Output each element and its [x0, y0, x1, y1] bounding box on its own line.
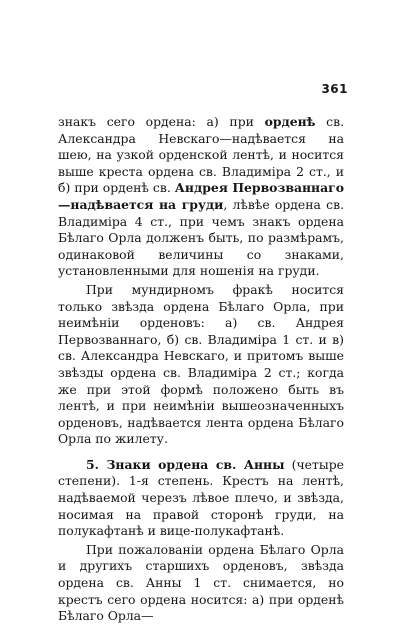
- paragraph-order-st-anne: [58, 457, 344, 540]
- paragraph-text: , лѣвѣе ордена св. Владиміра 4 ст., при чемъ знакъ ордена Бѣлаго Орла долженъ быть, по размѣрамъ, одинаковой величины со знаками, установленными для ношенія на груди.: [58, 196, 345, 279]
- paragraph-text: (четыре степени). 1-я степень. Крестъ на лентѣ, надѣваемой черезъ лѣвое плечо, и звѣзда, носимая на правой сторонѣ груди, на полукафтанѣ и вице-полукафтанѣ.: [58, 456, 344, 539]
- bold-text: орденѣ: [264, 114, 316, 129]
- paragraph-uniform-coat: При мундирномъ фракѣ носится только звѣзда ордена Бѣлаго Орла, при неимѣніи орденовъ: а) св. Андрея Первозваннаго, б) св. Владиміра 1 ст. и в) св. Александра Невскаго, и притомъ выше звѣзды ордена св. Владиміра 2 ст.; когда же при этой формѣ положено быть въ лентѣ, и при неимѣніи вышеозначенныхъ орденовъ, надѣвается лента ордена Бѣлаго Орла по жилету.: [58, 281, 344, 447]
- paragraph-text: знакъ сего ордена: а) при: [58, 114, 265, 129]
- section-heading: 5. Знаки ордена св. Анны: [86, 456, 285, 472]
- page-body-text: [58, 114, 344, 625]
- paragraph-bestowal: При пожалованіи ордена Бѣлаго Орла и другихъ старшихъ орденовъ, звѣзда ордена св. Анны 1 ст. снимается, но крестъ сего ордена носится: а) при орденѣ Бѣлаго Орла—: [58, 541, 344, 624]
- paragraph-order-badge-wearing: [58, 114, 344, 280]
- bold-text: Андрея Первозваннаго—надѣвается на груди: [58, 180, 345, 212]
- page-number: 361: [321, 82, 348, 96]
- paragraph-text: св. Александра Невскаго—надѣвается на шею, на узкой орденской лентѣ, и носится выше креста ордена св. Владиміра 2 ст., и б) при орденѣ св.: [58, 114, 345, 196]
